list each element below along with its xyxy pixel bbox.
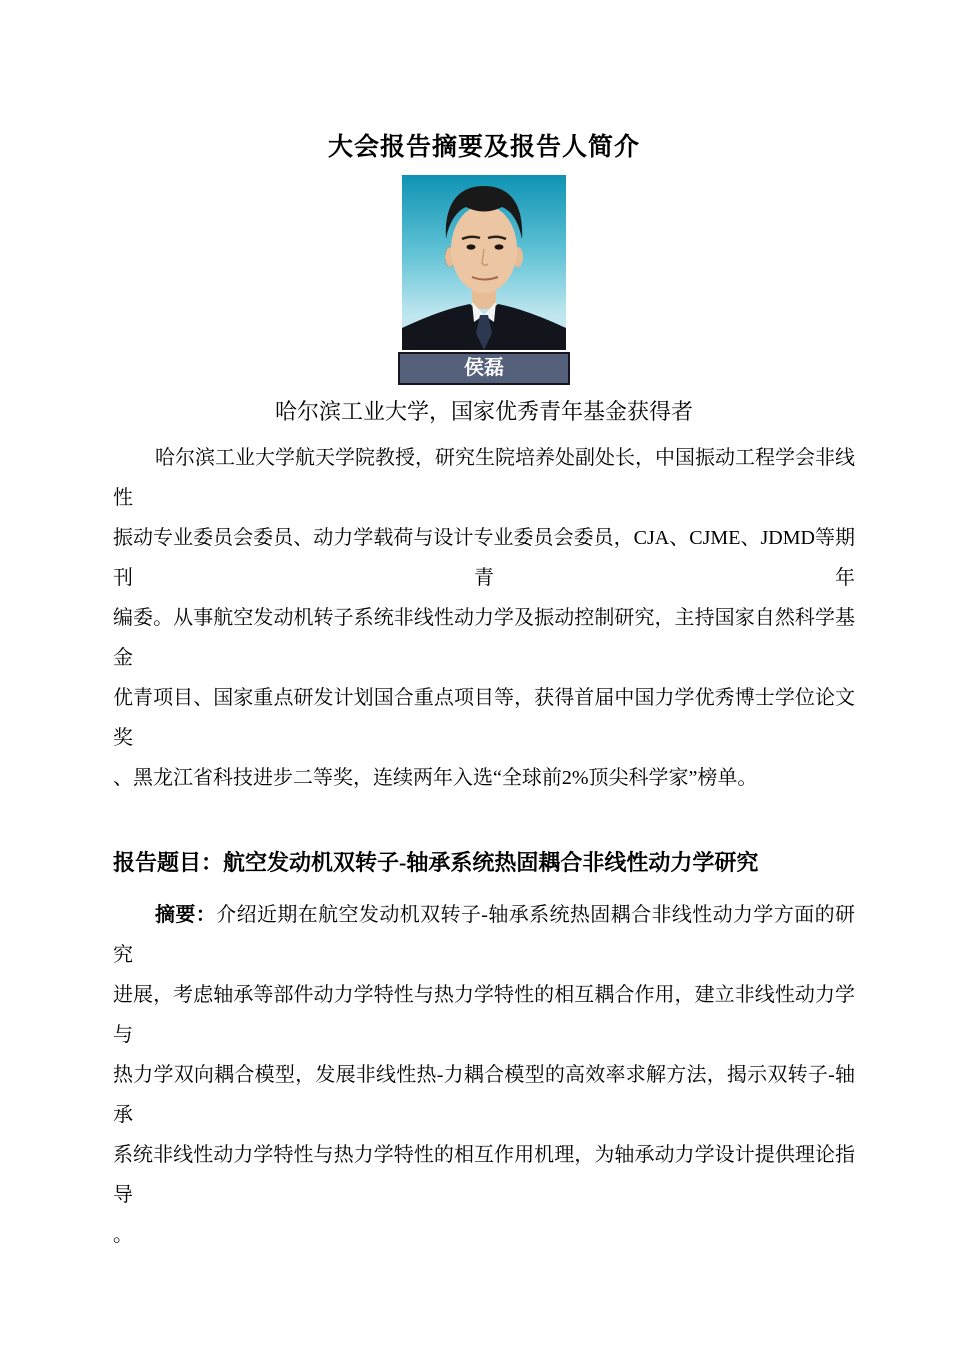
speaker-name: 侯磊: [464, 357, 504, 379]
report-title-text: 航空发动机双转子-轴承系统热固耦合非线性动力学研究: [223, 850, 759, 875]
bio-line: 振动专业委员会委员、动力学载荷与设计专业委员会委员，CJA、CJME、JDMD等期刊青年: [113, 527, 855, 589]
bio-line: 、黑龙江省科技进步二等奖，连续两年入选“全球前2%顶尖科学家”榜单。: [113, 767, 758, 789]
speaker-affiliation: 哈尔滨工业大学，国家优秀青年基金获得者: [274, 399, 693, 424]
report-title-label: 报告题目：: [113, 850, 224, 875]
bio-line: 哈尔滨工业大学航天学院教授，研究生院培养处副处长，中国振动工程学会非线性: [113, 447, 855, 509]
abstract-line: [113, 895, 855, 975]
eye-left: [467, 244, 476, 249]
abstract-line: 进展，考虑轴承等部件动力学特性与热力学特性的相互耦合作用，建立非线性动力学与: [113, 984, 855, 1046]
document-title: 大会报告摘要及报告人简介: [327, 134, 640, 161]
report-abstract: [113, 895, 855, 1255]
speaker-name-badge: [398, 352, 570, 385]
abstract-line: 。: [113, 1224, 133, 1246]
abstract-line: 系统非线性动力学特性与热力学特性的相互作用机理，为轴承动力学设计提供理论指导: [113, 1144, 855, 1206]
speaker-portrait-block: [396, 175, 572, 385]
abstract-line: 热力学双向耦合模型，发展非线性热-力耦合模型的高效率求解方法，揭示双转子-轴承: [113, 1064, 855, 1126]
bio-line: 优青项目、国家重点研发计划国合重点项目等，获得首届中国力学优秀博士学位论文奖: [113, 687, 855, 749]
abstract-label: 摘要：: [155, 904, 217, 926]
report-title: [113, 846, 855, 877]
speaker-bio: [113, 438, 855, 798]
abstract-line-text: 介绍近期在航空发动机双转子-轴承系统热固耦合非线性动力学方面的研究: [113, 904, 855, 966]
speaker-photo: [402, 175, 566, 350]
bio-line: 编委。从事航空发动机转子系统非线性动力学及振动控制研究，主持国家自然科学基金: [113, 607, 855, 669]
eye-right: [495, 244, 504, 249]
